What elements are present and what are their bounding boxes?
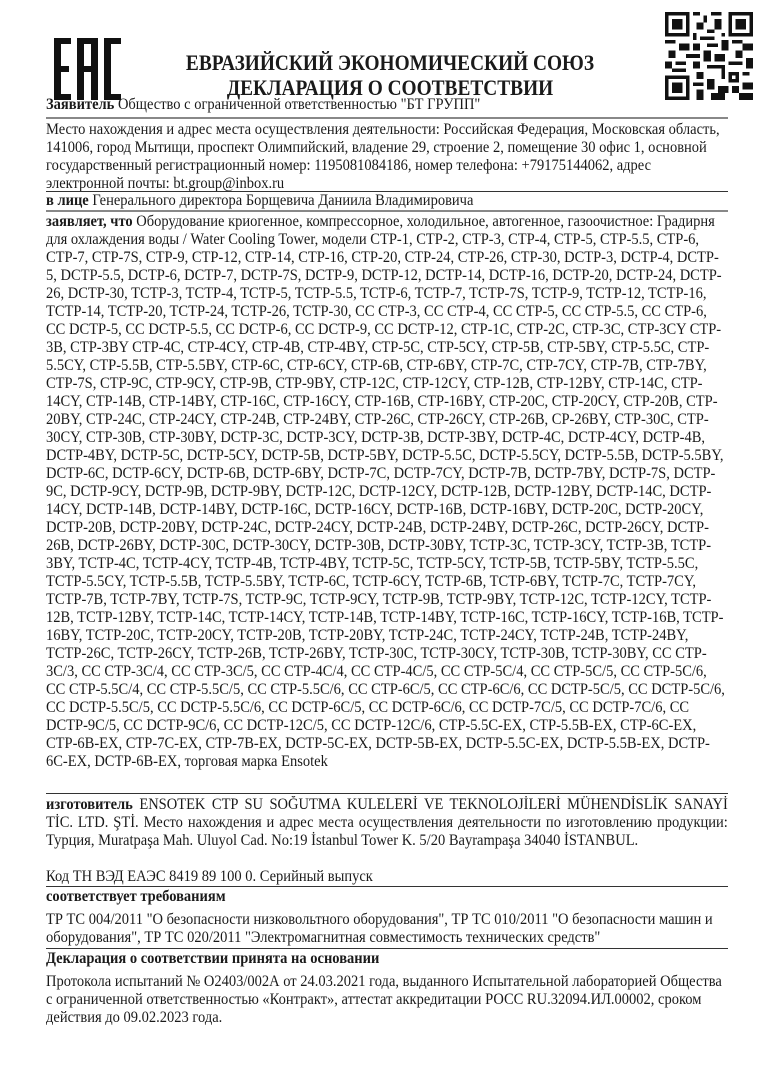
manufacturer-block: [46, 796, 728, 850]
applicant-label: Заявитель: [46, 96, 115, 113]
union-title: ЕВРАЗИЙСКИЙ ЭКОНОМИЧЕСКИЙ СОЮЗ: [185, 50, 595, 75]
declaration-text: Оборудование криогенное, компрессорное, холодильное, автогенное, газоочистное: Градирня для охлаждения воды / Water Cooling Tower, модели CTP-1, CTP-2, CTP-3, CTP-4, CTP-5, CTP-5.5, CTP-6, CTP-7, CTP-7S, CTP-9, CTP-12, CTP-14, CTP-16, CTP-20, CTP-24, CTP-26, CTP-30, DCTP-3, DCTP-4, DCTP-5, DCTP-5.5, DCTP-6, DCTP-7, DCTP-7S, DCTP-9, DCTP-12, DCTP-14, DCTP-16, DCTP-20, DCTP-24, DCTP-26, DCTP-30, TCTP-3, TCTP-4, TCTP-5, TCTP-5.5, TCTP-6, TCTP-7, TCTP-7S, TCTP-9, TCTP-12, TCTP-16, TCTP-14, TCTP-20, TCTP-24, TCTP-26, TCTP-30, CC CTP-3, CC CTP-4, CC CTP-5, CC CTP-5.5, CC CTP-6, CC DCTP-5, CC DCTP-5.5, CC DCTP-6, CC DCTP-9, CC DCTP-12, CTP-1C, CTP-2C, CTP-3C, CTP-3CY CTP-3B, CTP-3BY CTP-4C, CTP-4CY, CTP-4B, CTP-4BY, CTP-5C, CTP-5CY, CTP-5B, CTP-5BY, CTP-5.5C, CTP-5.5CY, CTP-5.5B, CTP-5.5BY, CTP-6C, CTP-6CY, CTP-6B, CTP-6BY, CTP-7C, CTP-7CY, CTP-7B, CTP-7BY, CTP-7S, CTP-9C, CTP-9CY, CTP-9B, CTP-9BY, CTP-12C, CTP-12CY, CTP-12B, CTP-12BY, CTP-14C, CTP-14CY, CTP-14B, CTP-14BY, CTP-16C, CTP-16CY, CTP-16B, CTP-16BY, CTP-20C, CTP-20CY, CTP-20B, CTP-20BY, CTP-24C, CTP-24CY, CTP-24B, CTP-24BY, CTP-26C, CTP-26CY, CTP-26B, CP-26BY, CTP-30C, CTP-30CY, CTP-30B, CTP-30BY, DCTP-3C, DCTP-3CY, DCTP-3B, DCTP-3BY, DCTP-4C, DCTP-4CY, DCTP-4B, DCTP-4BY, DCTP-5C, DCTP-5CY, DCTP-5B, DCTP-5BY, DCTP-5.5C, DCTP-5.5CY, DCTP-5.5B, DCTP-5.5BY, DCTP-6C, DCTP-6CY, DCTP-6B, DCTP-6BY, DCTP-7C, DCTP-7CY, DCTP-7B, DCTP-7BY, DCTP-7S, DCTP-9C, DCTP-9CY, DCTP-9B, DCTP-9BY, DCTP-12C, DCTP-12CY, DCTP-12B, DCTP-12BY, DCTP-14C, DCTP-14CY, DCTP-14B, DCTP-14BY, DCTP-16C, DCTP-16CY, DCTP-16B, DCTP-16BY, DCTP-20C, DCTP-20CY, DCTP-20B, DCTP-20BY, DCTP-24C, DCTP-24CY, DCTP-24B, DCTP-24BY, DCTP-26C, DCTP-26CY, DCTP-26B, DCTP-26BY, DCTP-30C, DCTP-30CY, DCTP-30B, DCTP-30BY, TCTP-3C, TCTP-3CY, TCTP-3B, TCTP-3BY, TCTP-4C, TCTP-4CY, TCTP-4B, TCTP-4BY, TCTP-5C, TCTP-5CY, TCTP-5B, TCTP-5BY, TCTP-5.5C, TCTP-5.5CY, TCTP-5.5B, TCTP-5.5BY, TCTP-6C, TCTP-6CY, TCTP-6B, TCTP-6BY, TCTP-7C, TCTP-7CY, TCTP-7B, TCTP-7BY, TCTP-7S, TCTP-9C, TCTP-9CY, TCTP-9B, TCTP-9BY, TCTP-12C, TCTP-12CY, TCTP-12B, TCTP-12BY, TCTP-14C, TCTP-14CY, TCTP-14B, TCTP-14BY, TCTP-16C, TCTP-16CY, TCTP-16B, TCTP-16BY, TCTP-20C, TCTP-20CY, TCTP-20B, TCTP-20BY, TCTP-24C, TCTP-24CY, TCTP-24B, TCTP-24BY, TCTP-26C, TCTP-26CY, TCTP-26B, TCTP-26BY, TCTP-30C, TCTP-30CY, TCTP-30B, TCTP-30BY, CC CTP-3C/3, CC CTP-3C/4, CC CTP-3C/5, CC CTP-4C/4, CC CTP-4C/5, CC CTP-5C/4, CC CTP-5C/5, CC CTP-5C/6, CC CTP-5.5C/4, CC CTP-5.5C/5, CC CTP-5.5C/6, CC CTP-6C/5, CC CTP-6C/6, CC DCTP-5C/5, CC DCTP-5C/6, CC DCTP-5.5C/5, CC DCTP-5.5C/6, CC DCTP-6C/5, CC DCTP-6C/6, CC DCTP-7C/5, CC DCTP-7C/6, CC DCTP-9C/5, CC DCTP-9C/6, CC DCTP-12C/5, CC DCTP-12C/6, CTP-5.5C-EX, CTP-5.5B-EX, CTP-6C-EX, CTP-6B-EX, CTP-7C-EX, CTP-7B-EX, DCTP-5C-EX, DCTP-5B-EX, DCTP-5.5C-EX, DCTP-5.5B-EX, DCTP-6C-EX, DCTP-6B-EX, торговая марка Ensotek: [46, 213, 725, 770]
representative-label: в лице: [46, 192, 89, 209]
divider: [46, 948, 728, 949]
requirements-block: [46, 911, 728, 947]
basis-heading-row: [46, 950, 728, 968]
requirements-heading-row: [46, 888, 728, 906]
requirements-label: соответствует требованиям: [46, 888, 226, 905]
divider: [46, 210, 728, 212]
representative-value: Генерального директора Борщевича Даниила Владимировича: [92, 192, 474, 209]
qr-code-icon: [665, 12, 753, 100]
eac-logo-icon: [52, 38, 122, 100]
manufacturer-text: ENSOTEK CTP SU SOĞUTMA KULELERİ VE TEKNOLOJİLERİ MÜHENDİSLİK SANAYİ TİC. LTD. ŞTİ. Место нахождения и адрес места осуществления деятельности по изготовлению продукции: Турция, Muratpaşa Mah. Uluyol Cad. No:19 İstanbul Tower K. 5/20 Bayrampaşa 34040 İSTANBUL.: [46, 796, 728, 849]
applicant-row: [46, 96, 728, 114]
divider: [46, 793, 728, 794]
divider: [46, 117, 728, 119]
representative-row: [46, 192, 728, 210]
tn-ved-code: Код ТН ВЭД ЕАЭС 8419 89 100 0. Серийный выпуск: [46, 868, 373, 885]
manufacturer-label: изготовитель: [46, 796, 133, 813]
applicant-value: Общество с ограниченной ответственностью "БТ ГРУПП": [117, 96, 481, 113]
requirements-text: ТР ТС 004/2011 "О безопасности низковольтного оборудования", ТР ТС 010/2011 "О безопасности машин и оборудования", ТР ТС 020/2011 "Электромагнитная совместимость технических средств": [46, 911, 713, 946]
address-block: [46, 121, 728, 193]
divider: [46, 886, 728, 887]
basis-label: Декларация о соответствии принята на основании: [46, 950, 380, 967]
basis-text: Протокола испытаний № О2403/002А от 24.03.2021 года, выданного Испытательной лабораторией Общества с ограниченной ответственностью «Контракт», аттестат аккредитации РОСС RU.32094.ИЛ.00002, сроком действия до 09.02.2023 года.: [46, 973, 722, 1026]
document-title: ДЕКЛАРАЦИЯ О СООТВЕТСТВИИ: [226, 75, 554, 100]
declaration-label: заявляет, что: [46, 213, 133, 230]
declaration-block: [46, 213, 728, 771]
basis-block: [46, 973, 728, 1027]
tn-ved-code-row: [46, 868, 728, 886]
address-text: Место нахождения и адрес места осуществления деятельности: Российская Федерация, Московская область, 141006, город Мытищи, проспект Олимпийский, владение 29, строение 2, помещение 30 офис 1, основной государственный регистрационный номер: 1195081084186, номер телефона: +79175144062, адрес электронной почты: bt.group@inbox.ru: [46, 121, 720, 192]
